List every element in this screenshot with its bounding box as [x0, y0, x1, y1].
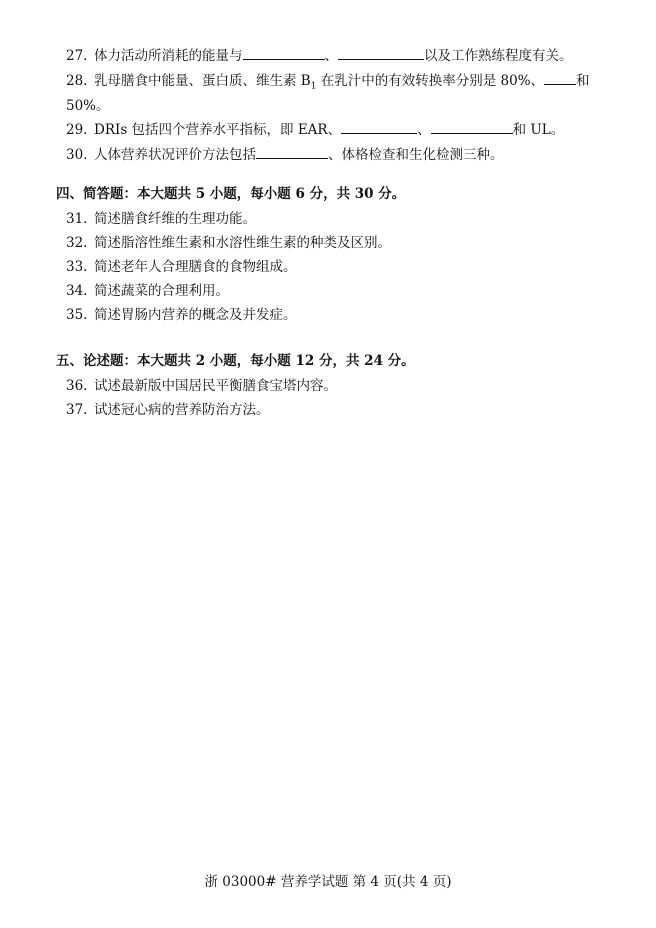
answer-blank: [256, 145, 328, 159]
question-text: 体力活动所消耗的能量与: [94, 48, 243, 64]
question-number: 32.: [66, 235, 88, 251]
question-text: 、: [324, 48, 338, 64]
question-text: DRIs 包括四个营养水平指标，即 EAR、: [94, 122, 342, 138]
answer-blank: [338, 46, 424, 60]
question-number: 28.: [66, 73, 88, 89]
answer-blank: [431, 120, 513, 134]
question-number: 37.: [66, 402, 88, 418]
question-number: 33.: [66, 259, 88, 275]
question-32: [66, 233, 600, 253]
question-29: [66, 120, 600, 140]
answer-blank: [544, 71, 576, 85]
question-text: 简述脂溶性维生素和水溶性维生素的种类及区别。: [94, 235, 391, 251]
question-27: [66, 46, 600, 66]
question-28-continued: [66, 96, 600, 116]
page-footer: 浙 03000# 营养学试题 第 4 页(共 4 页): [204, 874, 452, 890]
question-number: 30.: [66, 147, 88, 163]
question-28: [66, 71, 600, 97]
section-title-essay: 五、论述题：本大题共 2 小题，每小题 12 分，共 24 分。: [56, 353, 415, 369]
question-text: 在乳汁中的有效转换率分别是 80%、: [316, 73, 545, 89]
question-number: 35.: [66, 307, 88, 323]
question-text: 以及工作熟练程度有关。: [424, 48, 573, 64]
question-text: 试述最新版中国居民平衡膳食宝塔内容。: [94, 378, 337, 394]
question-number: 29.: [66, 122, 88, 138]
question-number: 34.: [66, 283, 88, 299]
question-text: 人体营养状况评价方法包括: [94, 147, 256, 163]
section-title-short-answer: 四、简答题：本大题共 5 小题，每小题 6 分，共 30 分。: [56, 186, 406, 202]
question-text: 简述膳食纤维的生理功能。: [94, 211, 256, 227]
question-31: [66, 209, 600, 229]
question-number: 27.: [66, 48, 88, 64]
question-text: 简述老年人合理膳食的食物组成。: [94, 259, 297, 275]
question-33: [66, 257, 600, 277]
question-34: [66, 281, 600, 301]
question-35: [66, 305, 600, 325]
question-text: 和: [576, 73, 590, 89]
question-text: 乳母膳食中能量、蛋白质、维生素 B: [94, 73, 311, 89]
question-number: 31.: [66, 211, 88, 227]
question-text: 、体格检查和生化检测三种。: [328, 147, 504, 163]
question-30: [66, 145, 600, 165]
question-text: 、: [417, 122, 431, 138]
answer-blank: [243, 46, 325, 60]
question-text: 50%。: [66, 98, 110, 114]
question-36: [66, 376, 600, 396]
question-number: 36.: [66, 378, 88, 394]
subscript: 1: [310, 81, 317, 92]
question-text: 简述蔬菜的合理利用。: [94, 283, 229, 299]
answer-blank: [341, 120, 417, 134]
question-37: [66, 400, 600, 420]
question-text: 简述胃肠内营养的概念及并发症。: [94, 307, 297, 323]
question-text: 试述冠心病的营养防治方法。: [94, 402, 270, 418]
question-text: 和 UL。: [512, 122, 565, 138]
